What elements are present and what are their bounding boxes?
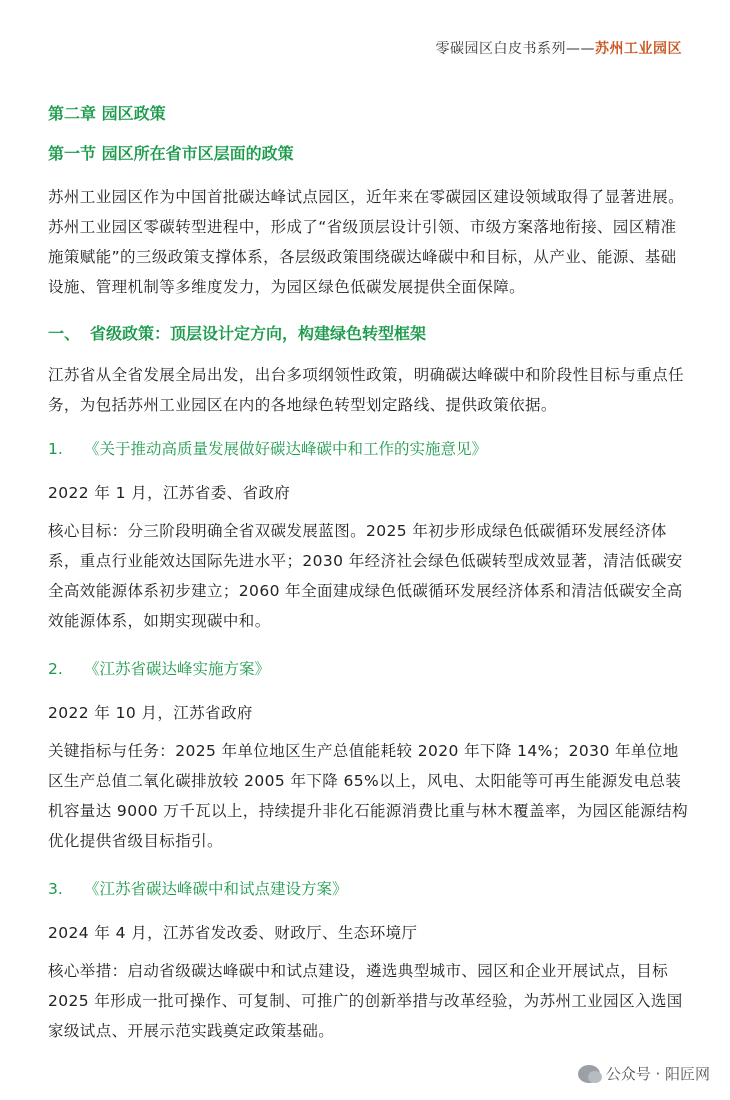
policy-item-name: 《关于推动高质量发展做好碳达峰碳中和工作的实施意见》 [84, 440, 488, 458]
policy-item-title [48, 648, 688, 690]
chapter-title: 第二章 园区政策 [48, 104, 166, 123]
subsection-intro: 江苏省从全省发展全局出发，出台多项纲领性政策，明确碳达峰碳中和阶段性目标与重点任务，为包括苏州工业园区在内的各地绿色转型划定路线、提供政策依据。 [48, 366, 685, 414]
series-prefix: 零碳园区白皮书系列—— [435, 41, 595, 57]
watermark-text: 公众号 · 阳匠网 [605, 1065, 710, 1083]
intro-paragraph: 苏州工业园区作为中国首批碳达峰试点园区，近年来在零碳园区建设领域取得了显著进展。苏州工业园区零碳转型进程中，形成了“省级顶层设计引领、市级方案落地衔接、园区精准施策赋能”的三级政策支撑体系，各层级政策围绕碳达峰碳中和目标，从产业、能源、基础设施、管理机制等多维度发力，为园区绿色低碳发展提供全面保障。 [48, 188, 685, 296]
series-highlight: 苏州工业园区 [595, 41, 682, 57]
subsection-number: 一、 [48, 324, 81, 343]
subsection-heading [48, 312, 688, 356]
policy-item-date: 2022 年 1 月，江苏省委、省政府 [48, 484, 291, 502]
policy-item-number: 2. [48, 660, 63, 678]
policy-item-date: 2024 年 4 月，江苏省发改委、财政厅、生态环境厅 [48, 924, 418, 942]
policy-item-title [48, 868, 688, 910]
policy-item-date: 2022 年 10 月，江苏省政府 [48, 704, 253, 722]
policy-item-name: 《江苏省碳达峰碳中和试点建设方案》 [84, 880, 348, 898]
policy-item-number: 3. [48, 880, 63, 898]
section-title: 第一节 园区所在省市区层面的政策 [48, 144, 294, 163]
document-body [48, 96, 688, 1046]
policy-item-desc: 关键指标与任务：2025 年单位地区生产总值能耗较 2020 年下降 14%；2030 年单位地区生产总值二氧化碳排放较 2005 年下降 65%以上，风电、太阳能等可再生能源发电总装机容量达 9000 万千瓦以上，持续提升非化石能源消费比重与林木覆盖率，为园区能源结构优化提供省级目标指引。 [48, 742, 689, 850]
policy-item-desc: 核心举措：启动省级碳达峰碳中和试点建设，遴选典型城市、园区和企业开展试点，目标 2025 年形成一批可操作、可复制、可推广的创新举措与改革经验，为苏州工业园区入选国家级试点、开展示范实践奠定政策基础。 [48, 962, 683, 1040]
policy-item-name: 《江苏省碳达峰实施方案》 [84, 660, 271, 678]
subsection-title: 省级政策：顶层设计定方向，构建绿色转型框架 [90, 324, 427, 343]
wechat-watermark [578, 1063, 710, 1084]
wechat-icon [578, 1065, 600, 1083]
policy-item-title [48, 428, 688, 470]
policy-item-desc: 核心目标：分三阶段明确全省双碳发展蓝图。2025 年初步形成绿色低碳循环发展经济体系，重点行业能效达国际先进水平；2030 年经济社会绿色低碳转型成效显著，清洁低碳安全高效能源体系初步建立；2060 年全面建成绿色低碳循环发展经济体系和清洁低碳安全高效能源体系，如期实现碳中和。 [48, 522, 683, 630]
policy-item-number: 1. [48, 440, 63, 458]
header-series-title [436, 38, 683, 58]
